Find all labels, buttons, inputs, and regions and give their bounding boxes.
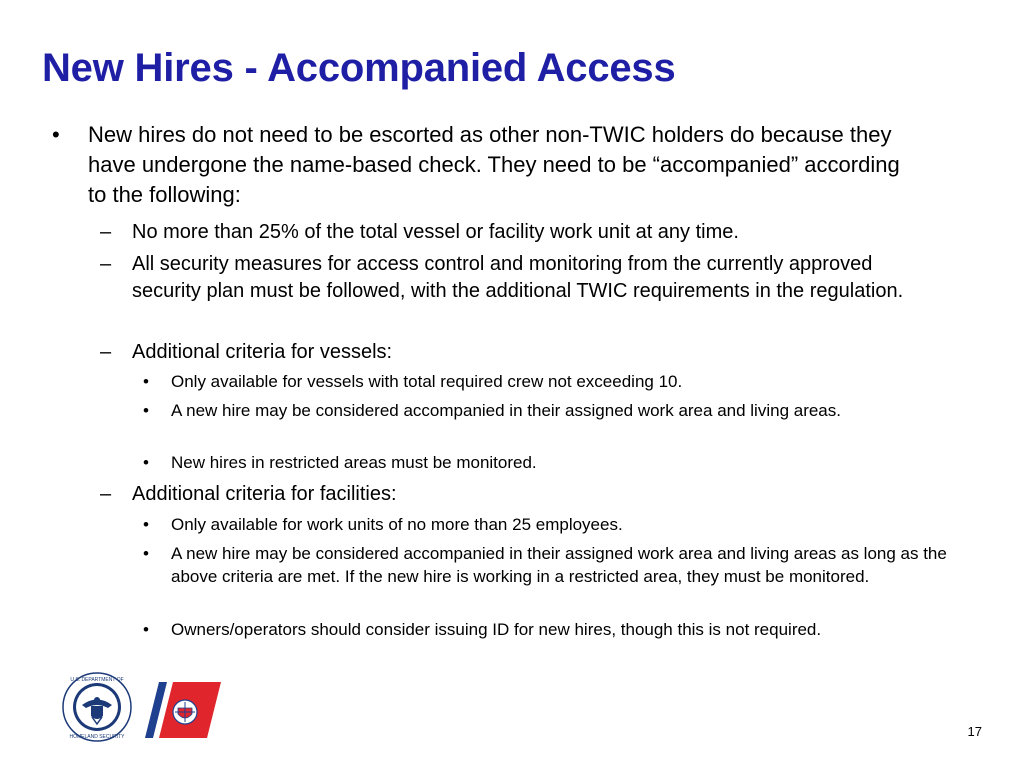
dash-marker: – — [100, 341, 112, 363]
vessel-criterion-3: New hires in restricted areas must be monitored. — [171, 453, 537, 472]
main-bullet-text: New hires do not need to be escorted as other non-TWIC holders do because they have undergone the name-based check. They need to be “accompanied” according to the following: — [88, 122, 900, 207]
sub-bullet-facilities: Additional criteria for facilities: — [132, 483, 397, 505]
facility-criterion-2: A new hire may be considered accompanied in their assigned work area and living areas as long as the above criteria are met. If the new hire is working in a restricted area, they must be monitored. — [171, 544, 947, 586]
bullet-marker: • — [52, 122, 60, 147]
dhs-seal-logo — [62, 672, 132, 742]
dash-marker: – — [100, 253, 112, 275]
dhs-seal-lettering: U.S. DEPARTMENT OF — [70, 677, 124, 683]
slide-title: New Hires - Accompanied Access — [42, 46, 676, 90]
page-number: 17 — [967, 724, 982, 739]
facility-criterion-1: Only available for work units of no more than 25 employees. — [171, 515, 623, 534]
bullet-marker: • — [143, 401, 149, 420]
bullet-marker: • — [143, 544, 149, 563]
bullet-marker: • — [143, 453, 149, 472]
dash-marker: – — [100, 483, 112, 505]
vessel-criterion-1: Only available for vessels with total required crew not exceeding 10. — [171, 372, 683, 391]
coast-guard-logo — [145, 682, 221, 738]
bullet-marker: • — [143, 372, 149, 391]
dhs-seal-lettering-bottom: HOMELAND SECURITY — [69, 734, 125, 740]
facility-criterion-3: Owners/operators should consider issuing ID for new hires, though this is not required. — [171, 620, 822, 639]
sub-bullet-1: No more than 25% of the total vessel or facility work unit at any time. — [132, 221, 739, 243]
bullet-marker: • — [143, 620, 149, 639]
dash-marker: – — [100, 221, 112, 243]
vessel-criterion-2: A new hire may be considered accompanied in their assigned work area and living areas. — [171, 401, 841, 420]
bullet-marker: • — [143, 515, 149, 534]
sub-bullet-vessels: Additional criteria for vessels: — [132, 341, 393, 363]
sub-bullet-2: All security measures for access control and monitoring from the currently approved security plan must be followed, with the additional TWIC requirements in the regulation. — [132, 253, 904, 302]
